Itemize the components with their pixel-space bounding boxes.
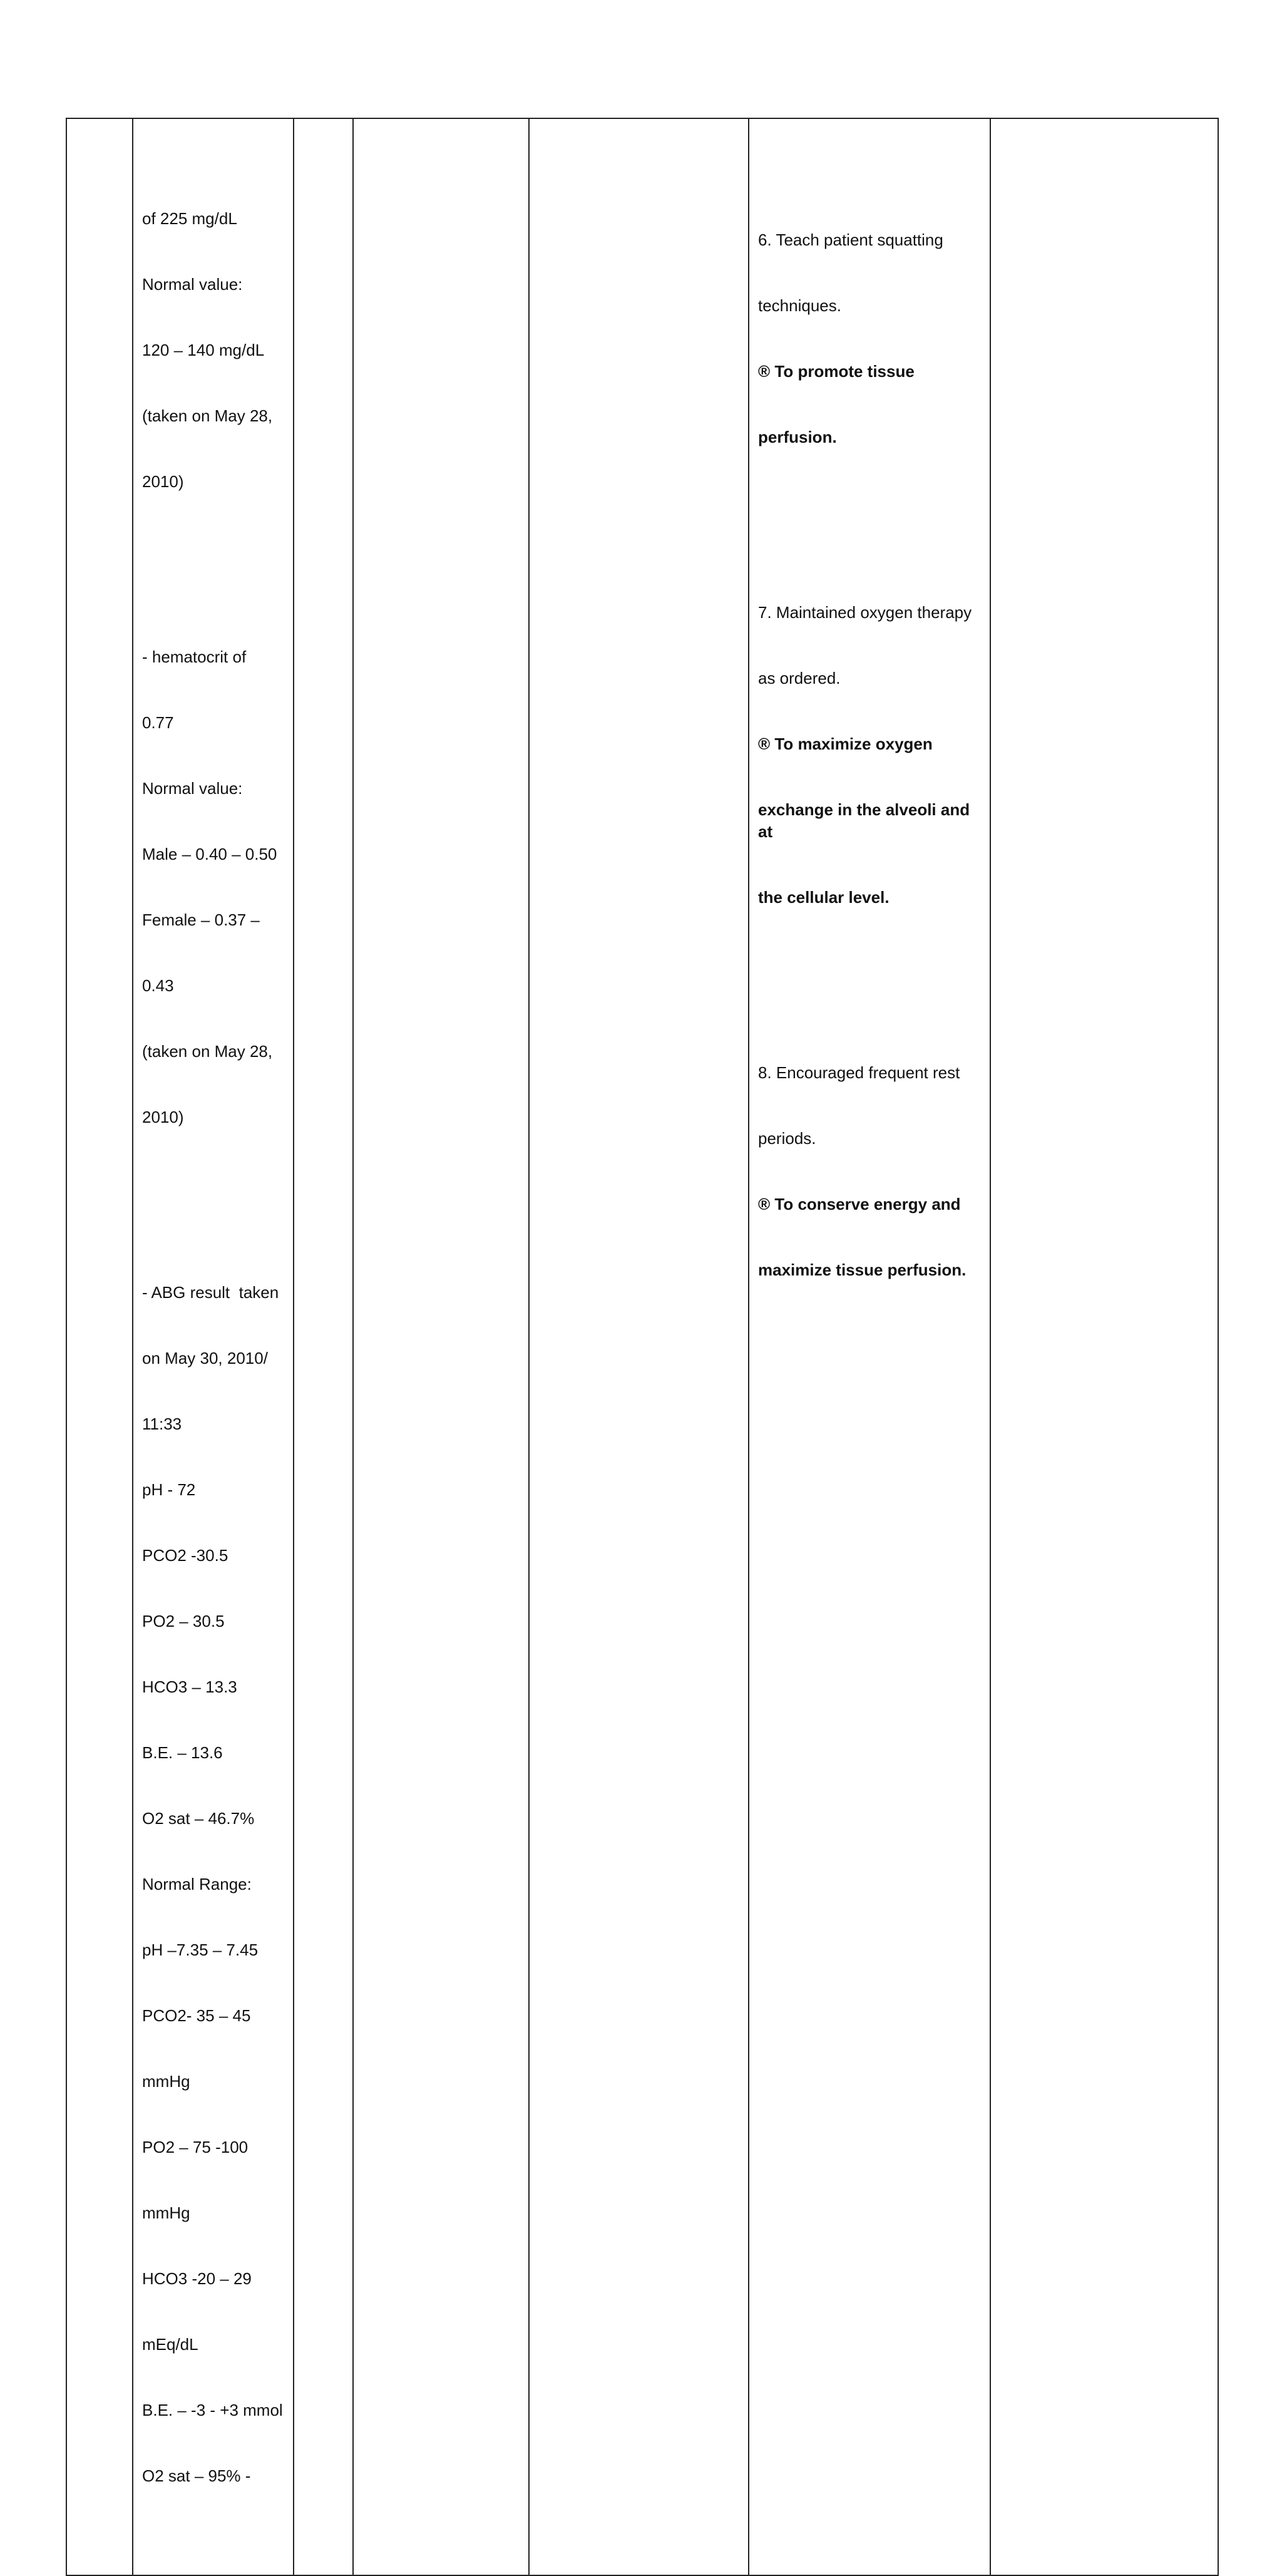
intervention-rationale: ® To conserve energy and	[758, 1195, 961, 1213]
lab-line: 2010)	[142, 1108, 184, 1126]
lab-line: pH –7.35 – 7.45	[142, 1940, 259, 1959]
empty-cell-col1	[66, 118, 133, 2575]
lab-line: HCO3 -20 – 29	[142, 2269, 252, 2288]
intervention-item-8	[758, 1018, 982, 1325]
lab-line: 2010)	[142, 472, 184, 491]
lab-line: Male – 0.40 – 0.50	[142, 845, 277, 863]
intervention-action: 6. Teach patient squatting	[758, 230, 943, 249]
intervention-rationale: exchange in the alveoli and at	[758, 800, 975, 841]
lab-line: 120 – 140 mg/dL	[142, 341, 265, 359]
empty-cell-col4	[353, 118, 529, 2575]
lab-block-abg	[142, 1238, 284, 2531]
intervention-action: as ordered.	[758, 669, 841, 688]
lab-line: HCO3 – 13.3	[142, 1677, 237, 1696]
lab-line: Normal Range:	[142, 1875, 252, 1893]
lab-line: O2 sat – 95% -	[142, 2466, 251, 2485]
lab-line: mEq/dL	[142, 2335, 198, 2354]
lab-block-glucose	[142, 164, 284, 537]
empty-cell-col7	[990, 118, 1218, 2575]
lab-line: of 225 mg/dL	[142, 209, 237, 228]
intervention-item-7	[758, 558, 982, 952]
lab-line: pH - 72	[142, 1480, 196, 1499]
lab-results-cell	[133, 118, 294, 2575]
lab-line: 11:33	[142, 1414, 182, 1433]
lab-line: (taken on May 28,	[142, 406, 273, 425]
lab-line: 0.43	[142, 976, 174, 995]
nursing-care-plan-table	[66, 118, 1219, 2576]
intervention-rationale: perfusion.	[758, 428, 837, 446]
lab-line: O2 sat – 46.7%	[142, 1809, 255, 1828]
intervention-rationale: ® To maximize oxygen	[758, 734, 933, 753]
lab-line: PCO2 -30.5	[142, 1546, 228, 1565]
intervention-item-6	[758, 185, 982, 492]
lab-line: Female – 0.37 –	[142, 910, 260, 929]
intervention-action: periods.	[758, 1129, 816, 1148]
lab-line: PO2 – 30.5	[142, 1612, 225, 1631]
intervention-action: 7. Maintained oxygen therapy	[758, 603, 972, 622]
lab-line: - ABG result taken	[142, 1283, 279, 1302]
intervention-rationale: maximize tissue perfusion.	[758, 1260, 967, 1279]
lab-block-hematocrit	[142, 602, 284, 1172]
lab-line: Normal value:	[142, 275, 243, 294]
lab-line: B.E. – -3 - +3 mmol	[142, 2401, 283, 2419]
lab-line: PCO2- 35 – 45	[142, 2006, 251, 2025]
lab-line: 0.77	[142, 713, 174, 732]
intervention-action: 8. Encouraged frequent rest	[758, 1063, 960, 1082]
lab-line: (taken on May 28,	[142, 1042, 273, 1061]
intervention-action: techniques.	[758, 296, 841, 315]
lab-line: - hematocrit of	[142, 647, 247, 666]
empty-cell-col5	[529, 118, 749, 2575]
interventions-cell	[749, 118, 990, 2575]
empty-cell-col3	[294, 118, 353, 2575]
lab-line: mmHg	[142, 2203, 190, 2222]
lab-line: mmHg	[142, 2072, 190, 2091]
lab-line: on May 30, 2010/	[142, 1349, 268, 1368]
lab-line: B.E. – 13.6	[142, 1743, 223, 1762]
lab-line: Normal value:	[142, 779, 243, 798]
intervention-rationale: the cellular level.	[758, 888, 890, 907]
lab-line: PO2 – 75 -100	[142, 2138, 249, 2156]
intervention-rationale: ® To promote tissue	[758, 362, 915, 381]
table-row	[66, 118, 1218, 2575]
